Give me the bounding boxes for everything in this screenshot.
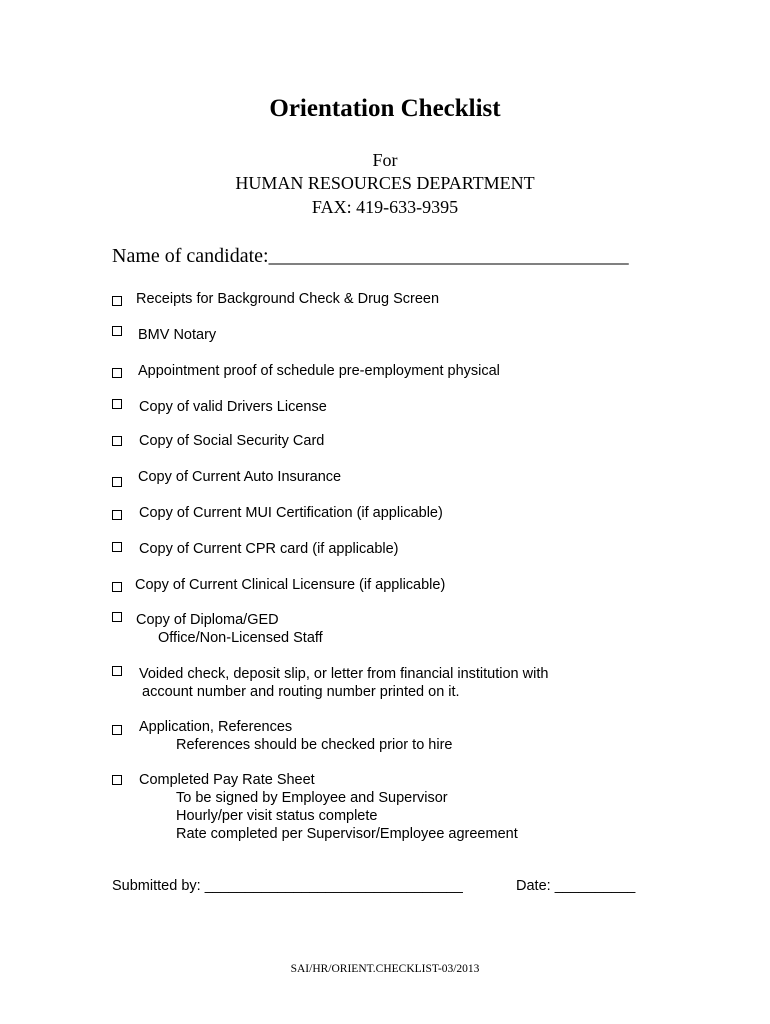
- item-voided-check-note: account number and routing number printed on it.: [142, 684, 460, 700]
- candidate-name-blank[interactable]: ____________________________________: [268, 245, 629, 267]
- item-diploma-ged: Copy of Diploma/GED: [136, 612, 279, 628]
- checkbox-diploma-ged[interactable]: [112, 612, 122, 622]
- item-cpr-card: Copy of Current CPR card (if applicable): [139, 541, 399, 557]
- date-label: Date:: [516, 878, 551, 894]
- item-social-security: Copy of Social Security Card: [139, 433, 325, 449]
- item-pay-rate-sheet: Completed Pay Rate Sheet: [139, 772, 315, 788]
- submitted-by-blank[interactable]: ________________________________: [204, 878, 463, 894]
- item-physical-appointment: Appointment proof of schedule pre-employment physical: [138, 363, 500, 379]
- department-name: HUMAN RESOURCES DEPARTMENT: [235, 173, 535, 193]
- checkbox-social-security[interactable]: [112, 436, 122, 446]
- item-drivers-license: Copy of valid Drivers License: [139, 399, 327, 415]
- checkbox-drivers-license[interactable]: [112, 399, 122, 409]
- checkbox-bmv-notary[interactable]: [112, 326, 122, 336]
- item-clinical-licensure: Copy of Current Clinical Licensure (if applicable): [135, 577, 446, 593]
- item-mui-certification: Copy of Current MUI Certification (if applicable): [139, 505, 443, 521]
- item-pay-rate-sheet-note-1: To be signed by Employee and Supervisor: [176, 790, 448, 806]
- checkbox-pay-rate-sheet[interactable]: [112, 775, 122, 785]
- fax-number: FAX: 419-633-9395: [311, 197, 459, 217]
- checkbox-auto-insurance[interactable]: [112, 477, 122, 487]
- item-auto-insurance: Copy of Current Auto Insurance: [138, 469, 342, 485]
- item-bmv-notary: BMV Notary: [138, 327, 217, 343]
- document-title: Orientation Checklist: [269, 95, 501, 122]
- submitted-by-field[interactable]: [112, 877, 463, 895]
- checkbox-voided-check[interactable]: [112, 666, 122, 676]
- item-background-drug-screen: Receipts for Background Check & Drug Screen: [136, 291, 440, 307]
- checkbox-application-references[interactable]: [112, 725, 122, 735]
- candidate-name-label: Name of candidate:: [112, 245, 269, 267]
- submitted-by-label: Submitted by:: [112, 878, 201, 894]
- item-diploma-ged-note: Office/Non-Licensed Staff: [158, 630, 323, 646]
- item-application-references-note: References should be checked prior to hire: [176, 737, 453, 753]
- for-line: For: [372, 150, 398, 170]
- item-voided-check: Voided check, deposit slip, or letter from financial institution with: [139, 666, 549, 682]
- checkbox-physical-appointment[interactable]: [112, 368, 122, 378]
- form-code: SAI/HR/ORIENT.CHECKLIST-03/2013: [290, 963, 480, 975]
- date-blank[interactable]: __________: [554, 878, 636, 894]
- checkbox-clinical-licensure[interactable]: [112, 582, 122, 592]
- item-pay-rate-sheet-note-2: Hourly/per visit status complete: [176, 808, 378, 824]
- date-field[interactable]: [516, 877, 635, 895]
- candidate-name-field[interactable]: [112, 244, 629, 268]
- item-application-references: Application, References: [139, 719, 293, 735]
- item-pay-rate-sheet-note-3: Rate completed per Supervisor/Employee agreement: [176, 826, 518, 842]
- checkbox-mui-certification[interactable]: [112, 510, 122, 520]
- checkbox-cpr-card[interactable]: [112, 542, 122, 552]
- checkbox-background-drug-screen[interactable]: [112, 296, 122, 306]
